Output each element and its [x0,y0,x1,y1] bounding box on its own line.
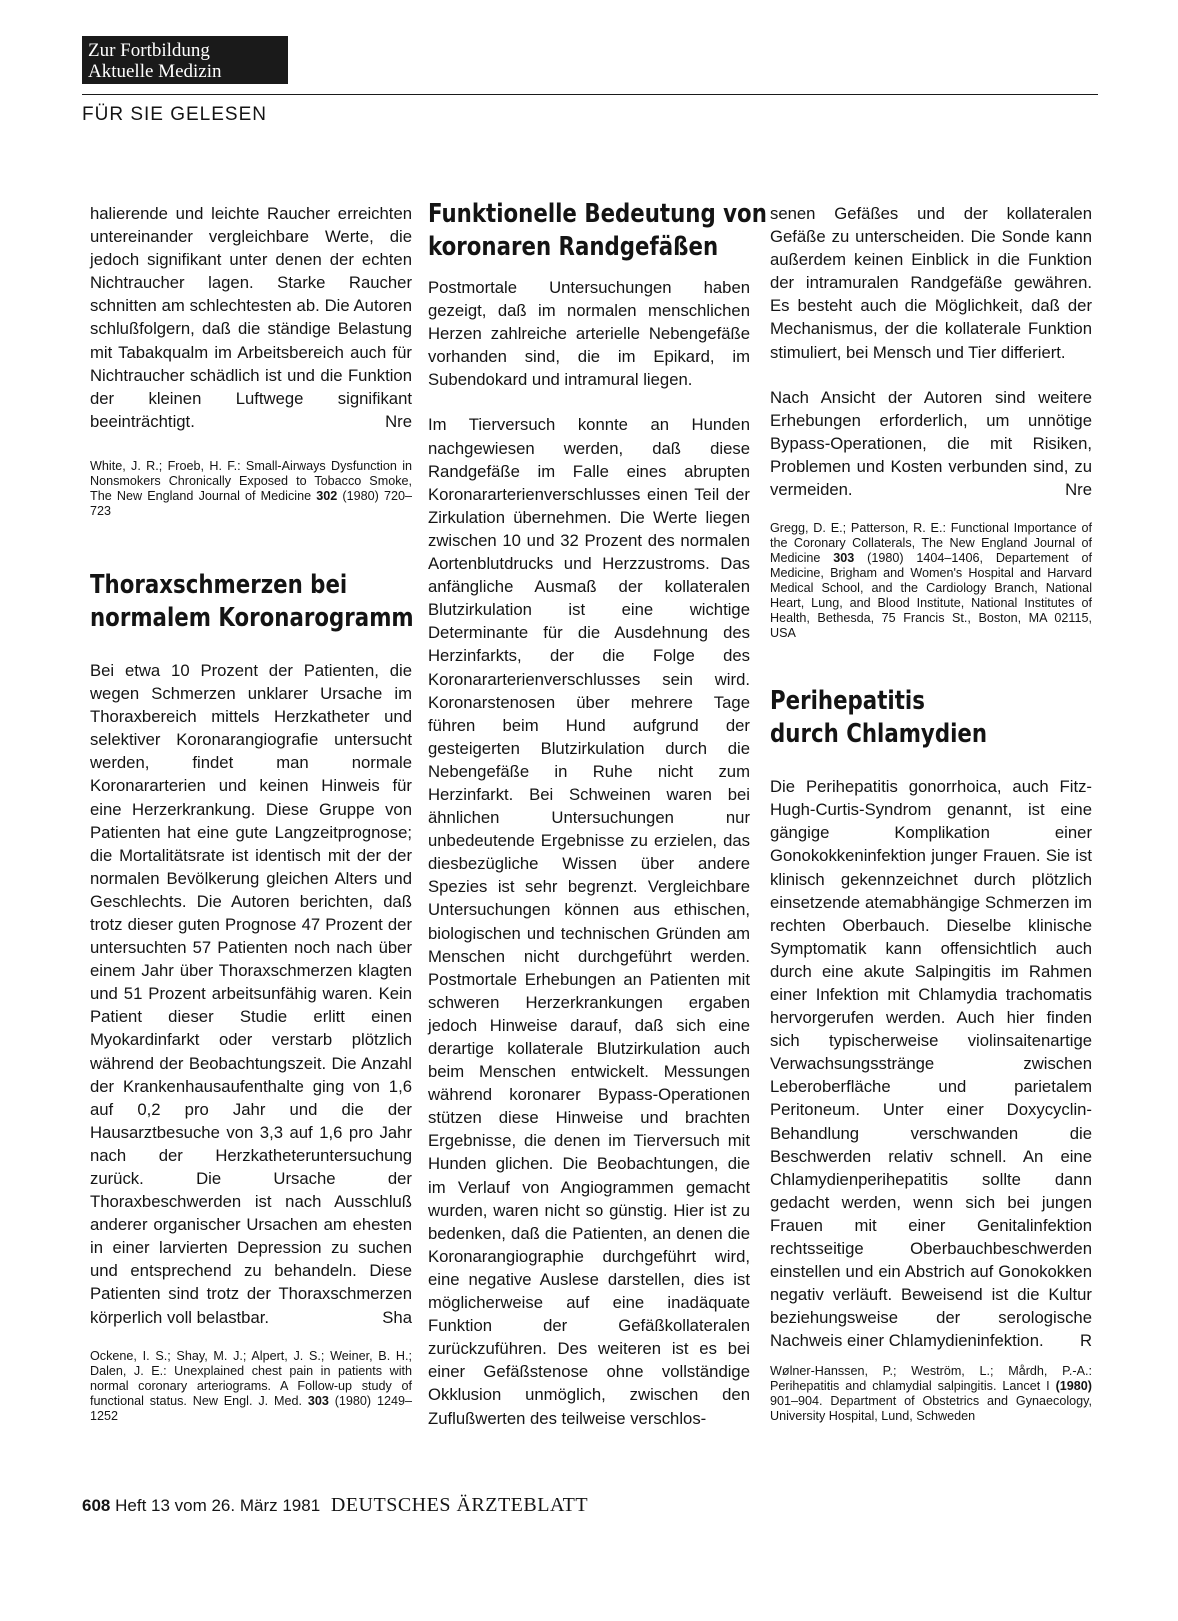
reference-volume: 302 [316,488,338,503]
article-headline [428,198,767,264]
column-1 [90,202,412,1424]
reference-volume: 303 [307,1393,329,1408]
author-signature: Sha [382,1307,412,1327]
author-signature: R [1079,1331,1092,1351]
article-text [770,775,1092,1352]
page-footer [82,1494,588,1517]
section-badge [82,36,288,84]
paragraph: Die Perihepatitis gonorrhoica, auch Fitz-Hugh-Curtis-Syndrom genannt, ist eine gängige Komplikation einer Gonokokkeninfektion junger Frauen. Sie ist klinisch gekennzeichnet durch plötzlich einsetzende atemabhängige Schmerzen im rechten Oberbauch. Dieselbe klinische Symptomatik kann offensichtlich auch durch eine akute Salpingitis im Rahmen einer Infektion mit Chlamydia trachomatis hervorgerufen werden. Auch hier finden sich typischerweise violinsaitenartige Verwachsungsstränge zwischen Leberoberfläche und parietalem Peritoneum. Unter einer Doxycyclin-Behandlung verschwanden die Beschwerden relativ schnell. An eine Chlamydienperihepatitis sollte dann gedacht werden, wenn sich bei jungen Frauen mit einer Genitalinfektion rechtsseitige Oberbauchbeschwerden einstellen und ein Abstrich auf Gonokokken negativ verläuft. Beweisend ist die Kultur beziehungsweise der serologische Nachweis einer Chlamydieninfektion. [770,777,1092,1351]
paragraph: Bei etwa 10 Prozent der Patienten, die wegen Schmerzen unklarer Ursache im Thoraxbereich mittels Herzkatheter und selektiver Koronarangiografie untersucht werden, findet man normale Koronararterien und keinen Hinweis für eine Herzerkrankung. Diese Gruppe von Patienten hat eine gute Langzeitprognose; die Mortalitätsrate ist identisch mit der der normalen Bevölkerung gleichen Alters und Geschlechts. Die Autoren berichten, daß trotz dieser guten Prognose 47 Prozent der untersuchten 57 Patienten noch nach über einem Jahr über Thoraxschmerzen klagten und 51 Prozent arbeitsunfähig waren. Kein Patient dieser Studie erlitt einen Myokardinfarkt oder verstarb plötzlich während der Beobachtungszeit. Die Anzahl der Krankenhausaufenthalte ging von 1,6 auf 0,2 pro Jahr und die der Hausarztbesuche von 3,3 auf 1,6 pro Jahr nach der Herzkatheteruntersuchung zurück. Die Ursache der Thoraxbeschwerden ist nach Ausschluß anderer organischer Ursachen am ehesten in einer larvierten Depression zu suchen und entsprechend zu behandeln. Diese Patienten sind trotz der Thoraxschmerzen körperlich voll belastbar. [90,660,412,1327]
page-number: 608 [82,1496,111,1515]
article-text [90,659,412,1329]
paragraph: Im Tierversuch konnte an Hunden nachgewiesen werden, daß diese Randgefäße im Falle eines abrupten Koronararterienverschlusses einen Teil der Zirkulation übernehmen. Die Werte liegen zwischen 10 und 32 Prozent des normalen Aortenblutdrucks und Herzzustroms. Das anfängliche Ausmaß der kollateralen Blutzirkulation ist eine wichtige Determinante für die Ausdehnung des Herzinfarkts, der die Folge des Koronararterienverschlusses sein wird. Koronarstenosen über mehrere Tage führen beim Hund aufgrund der gesteigerten Blutzirkulation durch die Nebengefäße in Ruhe nicht zum Herzinfarkt. Bei Schweinen waren bei ähnlichen Untersuchungen nur unbedeutende Ergebnisse zu erzielen, das diesbezügliche Wissen über andere Spezies ist sehr begrenzt. Vergleichbare Untersuchungen können aus ethischen, biologischen und technischen Gründen am Menschen nicht durchgeführt werden. Postmortale Erhebungen an Patienten mit schweren Herzerkrankungen ergaben jedoch Hinweise darauf, daß sich eine derartige kollaterale Blutzirkulation auch beim Menschen entwickelt. Messungen während koronarer Bypass-Operationen stützen diese Hinweise und brachten Ergebnisse, die denen im Tierversuch mit Hunden glichen. Die Beobachtungen, die im Verlauf von Angiogrammen gemacht wurden, waren nicht so günstig. Hier ist zu bedenken, daß die Patienten, an denen die Koronarangiographie durchgeführt wird, eine negative Auslese darstellen, dies ist möglicherweise auf eine inadäquate Funktion der Gefäßkollateralen zurückzuführen. Des weiteren ist es bei einer Gefäßstenose ohne vollständige Okklusion unmöglich, zwischen den Zuflußwerten des teilweise verschlos- [428,415,750,1428]
author-signature: Nre [1065,480,1092,500]
reference [770,1364,1092,1424]
reference [90,459,412,519]
reference [90,1349,412,1424]
paragraph: halierende und leichte Raucher erreichten untereinander vergleichbare Werte, die jedoch signifikant unter denen der echten Nichtraucher lagen. Starke Raucher schnitten am schlechtesten ab. Die Autoren schlußfolgern, daß die ständige Belastung mit Tabakqualm im Arbeitsbereich auch für Nichtraucher schädlich ist und die Funktion der kleinen Luftwege signifikant beeinträchtigt. [90,204,412,431]
headline-line: Thoraxschmerzen bei [90,569,348,600]
reference-pages: (1980) 1249–1252 [90,1393,412,1423]
paragraph: senen Gefäßes und der kollateralen Gefäße zu unterscheiden. Die Sonde kann außerdem keinen Einblick in die Funktion der intramuralen Randgefäße gewähren. Es besteht auch die Möglichkeit, daß der Mechanismus, der die kollaterale Funktion stimuliert, bei Mensch und Tier differiert. [770,204,1092,362]
badge-line-1: Zur Fortbildung [88,40,210,61]
section-label: FÜR SIE GELESEN [82,104,267,125]
reference-text: Gregg, D. E.; Patterson, R. E.: Functional Importance of the Coronary Collaterals, The New England Journal of Medicine [770,521,1092,566]
issue-info: Heft 13 vom 26. März 1981 [115,1496,321,1515]
reference-pages: (1980) 720–723 [90,488,412,518]
article-text [90,202,412,433]
paragraph: Nach Ansicht der Autoren sind weitere Erhebungen erforderlich, um unnötige Bypass-Operationen, die mit Risiken, Problemen und Kosten verbunden sind, zu vermeiden. [770,387,1092,500]
headline-line: koronaren Randgefäßen [428,232,719,262]
headline-line: normalem Koronarogramm [90,602,414,633]
header-rule [82,94,1098,95]
headline-line: Perihepatitis [770,686,925,717]
reference-pages: 901–904. Department of Obstetrics and Gynaecology, University Hospital, Lund, Schweden [770,1394,1092,1424]
reference-volume: (1980) [1055,1379,1092,1394]
headline-line: Funktionelle Bedeutung von [428,199,767,229]
paragraph: Postmortale Untersuchungen haben gezeigt, daß im normalen menschlichen Herzen zahlreiche arterielle Nebengefäße vorhanden sind, die im Epikard, im Subendokard und intramural liegen. [428,278,750,390]
magazine-name: DEUTSCHES ÄRZTEBLATT [330,1494,589,1516]
column-3 [770,202,1092,1424]
article-headline [90,569,412,635]
article-headline [770,685,1092,751]
author-signature: Nre [385,411,412,431]
reference-text: White, J. R.; Froeb, H. F.: Small-Airways Dysfunction in Nonsmokers Chronically Exposed to Tobacco Smoke, The New England Journal of Medicine [90,458,412,503]
badge-line-2: Aktuelle Medizin [88,61,222,82]
reference-text: Wølner-Hanssen, P.; Weström, L.; Mårdh, P.-A.: Perihepatitis and chlamydial salpingitis. Lancet I [770,1364,1092,1394]
reference [770,521,1092,641]
headline-line: durch Chlamydien [770,719,988,750]
reference-volume: 303 [833,551,855,566]
reference-pages: (1980) 1404–1406, Departement of Medicine, Brigham and Women's Hospital and Harvard Medical School, and the Cardiology Branch, National Heart, Lung, and Blood Institute, National Institutes of Health, Bethesda, 75 Francis St., Boston, MA 02115, USA [770,551,1092,641]
reference-text: Ockene, I. S.; Shay, M. J.; Alpert, J. S.; Weiner, B. H.; Dalen, J. E.: Unexplained chest pain in patients with normal coronary arteriograms. A Follow-up study of functional status. New Engl. J. Med. [90,1348,412,1408]
column-2 [428,199,767,1430]
article-text [770,386,1092,501]
